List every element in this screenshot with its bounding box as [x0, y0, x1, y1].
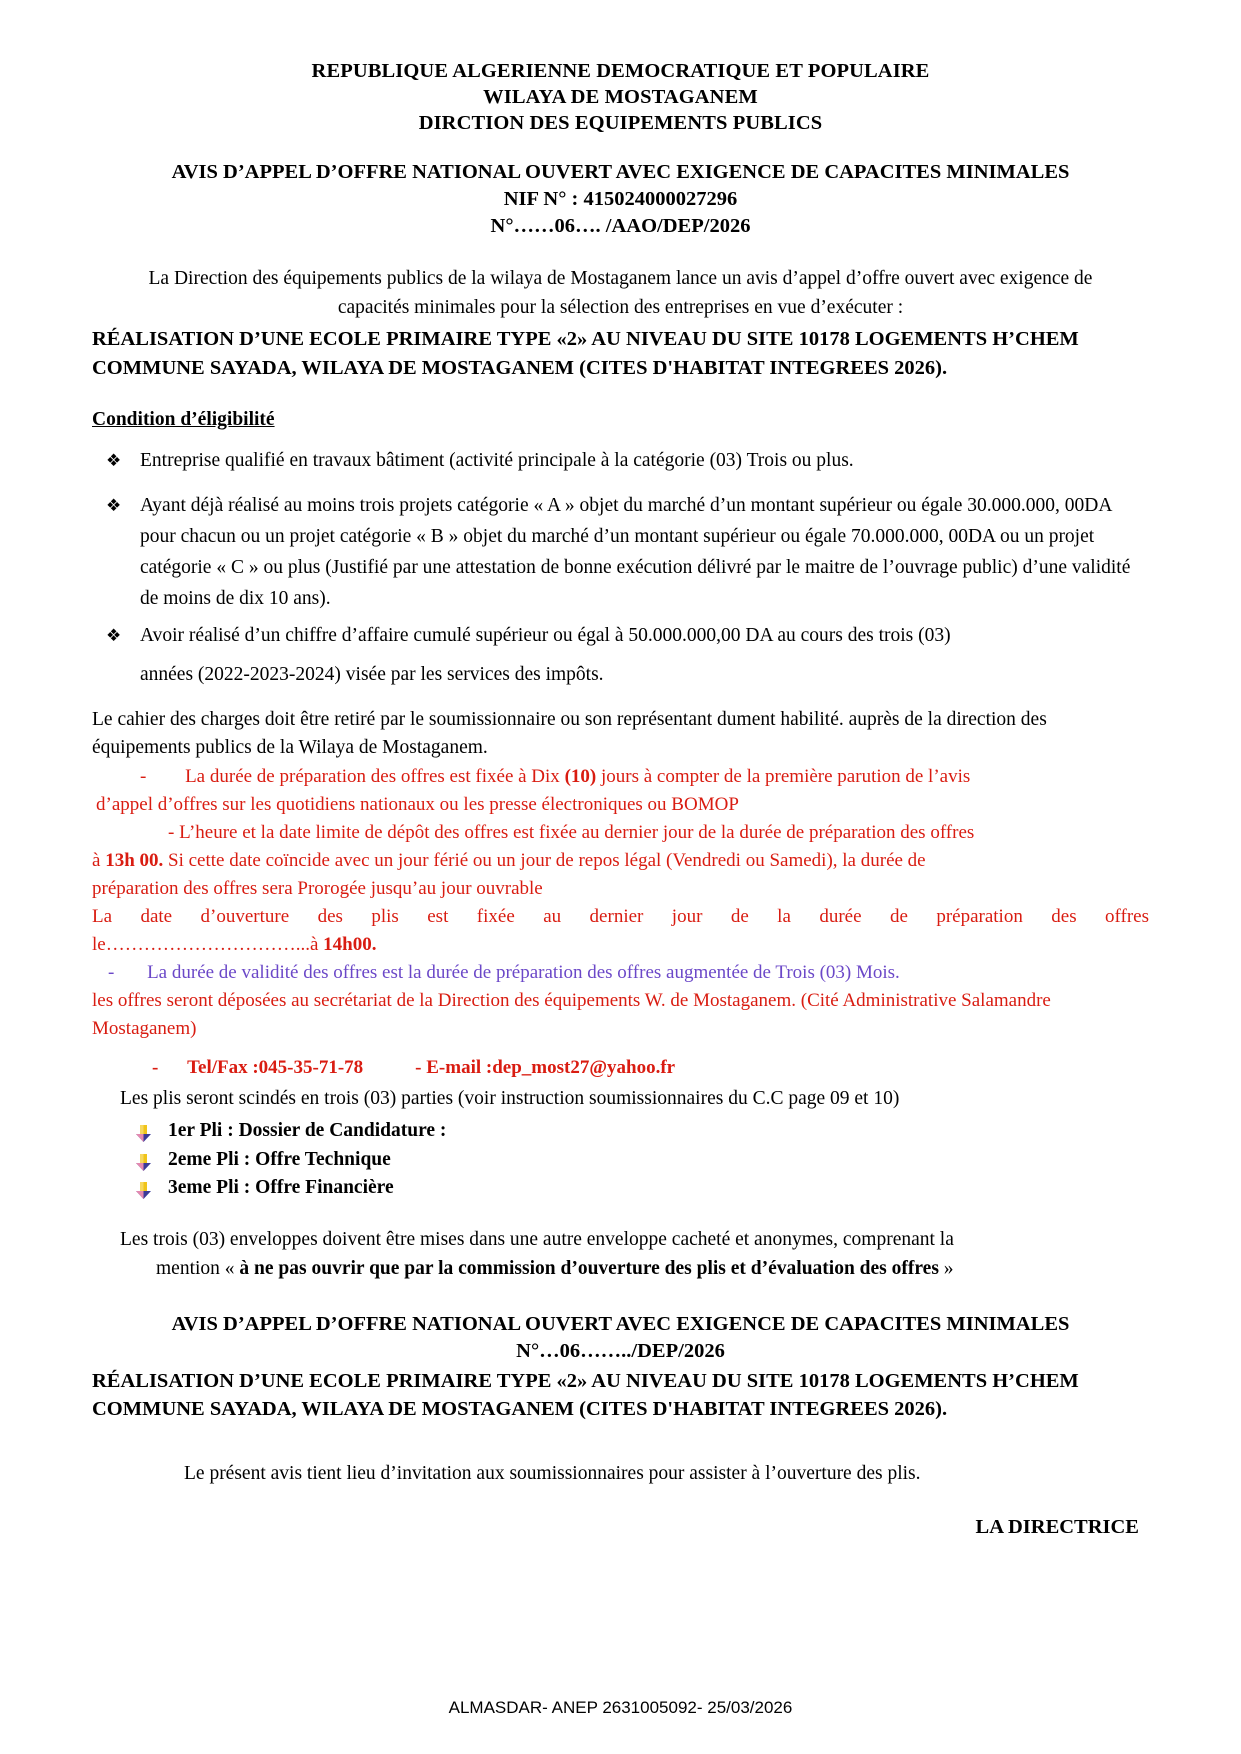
deadline-text-b: Si cette date coïncide avec un jour férié ou un jour de repos légal (Vendredi ou Samedi), la durée de	[163, 850, 926, 871]
nif-number: NIF N° : 415024000027296	[503, 188, 738, 210]
envelope-mention-bold: à ne pas ouvrir que par la commission d’ouverture des plis et d’évaluation des offres	[239, 1257, 939, 1279]
envelope-mention-post: »	[938, 1257, 954, 1279]
notice-reference: N°……06…. /AAO/DEP/2026	[490, 215, 751, 237]
eligibility-heading	[92, 409, 1149, 431]
deadline-hour-line: - L’heure et la date limite de dépôt des offres est fixée au dernier jour de la durée de préparation des offres	[168, 822, 975, 843]
list-item	[92, 1117, 1149, 1146]
preparation-text-b: jours à compter de la première parution de l’avis	[596, 766, 971, 787]
page-footer: ALMASDAR- ANEP 2631005092- 25/03/2026	[448, 1698, 793, 1717]
signature-label: LA DIRECTRICE	[975, 1515, 1139, 1538]
deadline-time-line	[92, 847, 1149, 875]
notice-title-repeat: AVIS D’APPEL D’OFFRE NATIONAL OUVERT AVEC EXIGENCE DE CAPACITES MINIMALES	[171, 1312, 1070, 1335]
preparation-publication-line: d’appel d’offres sur les quotidiens nationaux ou les presse électroniques ou BOMOP	[96, 794, 739, 815]
preparation-period-line	[92, 763, 1149, 791]
deadline-postpone-line: préparation des offres sera Prorogée jusqu’au jour ouvrable	[92, 878, 543, 899]
eligibility-list	[92, 445, 1149, 690]
opening-time: 14h00.	[323, 934, 377, 955]
email-dash: -	[415, 1057, 422, 1078]
diamond-bullet-icon: ❖	[106, 626, 122, 645]
deadline-notice-block	[92, 763, 1149, 1083]
eligibility-item-text: Avoir réalisé d’un chiffre d’affaire cumulé supérieur ou égal à 50.000.000,00 DA au cours des trois (03)	[140, 625, 951, 646]
list-item	[92, 490, 1149, 614]
intro-paragraph	[92, 264, 1149, 322]
closing-paragraph: Le présent avis tient lieu d’invitation aux soumissionnaires pour assister à l’ouverture des plis.	[184, 1462, 921, 1484]
envelope-paragraph	[92, 1225, 1149, 1283]
plis-item-text: 2eme Pli : Offre Technique	[168, 1148, 391, 1170]
preparation-days: (10)	[564, 766, 597, 787]
list-item	[92, 620, 1149, 651]
validity-text: La durée de validité des offres est la durée de préparation des offres augmentée de Trois (03) Mois.	[147, 962, 900, 983]
project-title: RÉALISATION D’UNE ECOLE PRIMAIRE TYPE «2» AU NIVEAU DU SITE 10178 LOGEMENTS H’CHEM COMMUNE SAYADA, WILAYA DE MOSTAGANEM (CITES D'HABITAT INTEGREES 2026).	[92, 328, 1079, 379]
dash-marker: -	[152, 1057, 159, 1078]
diamond-bullet-icon: ❖	[106, 496, 122, 515]
envelope-line-2	[120, 1254, 1149, 1283]
down-arrow-icon	[136, 1152, 151, 1169]
cahier-paragraph: Le cahier des charges doit être retiré par le soumissionnaire ou son représentant dument habilité. auprès de la direction des équipements publics de la Wilaya de Mostaganem.	[92, 709, 1047, 758]
opening-date-line: La date d’ouverture des plis est fixée au dernier jour de la durée de préparation des offres	[92, 906, 1149, 927]
eligibility-item-text: années (2022-2023-2024) visée par les services des impôts.	[140, 664, 604, 685]
deposit-location-line: les offres seront déposées au secrétariat de la Direction des équipements W. de Mostaganem. (Cité Administrative Salamandre Mostaganem)	[92, 990, 1051, 1039]
preparation-text-a: La durée de préparation des offres est fixée à Dix	[185, 766, 565, 787]
list-item	[92, 659, 1149, 690]
contact-line	[92, 1053, 1149, 1083]
down-arrow-icon	[136, 1180, 151, 1197]
deadline-time: 13h 00.	[105, 850, 164, 871]
header-line-republic: REPUBLIQUE ALGERIENNE DEMOCRATIQUE ET POPULAIRE	[311, 60, 930, 82]
list-item	[92, 1174, 1149, 1203]
deadline-prefix: à	[92, 850, 106, 871]
telfax-value: Tel/Fax :045-35-71-78	[187, 1057, 364, 1078]
intro-line-1: La Direction des équipements publics de la wilaya de Mostaganem lance un avis d’appel d’offre ouvert avec	[148, 268, 996, 289]
down-arrow-icon	[136, 1123, 151, 1140]
validity-line	[92, 959, 1149, 987]
plis-item-text: 1er Pli : Dossier de Candidature :	[168, 1120, 447, 1141]
project-title-repeat: RÉALISATION D’UNE ECOLE PRIMAIRE TYPE «2» AU NIVEAU DU SITE 10178 LOGEMENTS H’CHEM COMMUNE SAYADA, WILAYA DE MOSTAGANEM (CITES D'HABITAT INTEGREES 2026).	[92, 1369, 1079, 1420]
diamond-bullet-icon: ❖	[106, 451, 122, 470]
header-line-wilaya: WILAYA DE MOSTAGANEM	[483, 86, 758, 108]
document-header	[92, 58, 1149, 136]
email-value[interactable]: E-mail :dep_most27@yahoo.fr	[426, 1057, 676, 1078]
list-item	[92, 1146, 1149, 1175]
notice-reference-repeat: N°…06……../DEP/2026	[516, 1339, 725, 1362]
list-item	[92, 445, 1149, 476]
plis-intro: Les plis seront scindés en trois (03) parties (voir instruction soumissionnaires du C.C page 09 et 10)	[120, 1088, 900, 1109]
plis-list	[92, 1117, 1149, 1203]
envelope-mention-pre: mention «	[156, 1257, 240, 1279]
dash-marker: -	[108, 962, 115, 983]
eligibility-item-text: Entreprise qualifié en travaux bâtiment (activité principale à la catégorie (03) Trois ou plus.	[140, 450, 854, 471]
eligibility-heading-label: Condition d’éligibilité	[92, 409, 275, 430]
intro-line-2: exigence de capacités minimales pour la sélection des entreprises en vue d’exécuter :	[337, 268, 1093, 318]
notice-title: AVIS D’APPEL D’OFFRE NATIONAL OUVERT AVEC EXIGENCE DE CAPACITES MINIMALES	[171, 161, 1070, 183]
eligibility-item-text: Ayant déjà réalisé au moins trois projets catégorie « A » objet du marché d’un montant supérieur ou égale 30.000.000, 00DA pour chacun ou un projet catégorie « B » objet du marché d’un montant supérieur ou égale 70.000.000, 00DA ou un projet catégorie « C » ou plus (Justifié par une attestation de bonne exécution délivré par le maitre de l’ouvrage public) d’une validité de moins de dix 10 ans).	[140, 495, 1131, 609]
dash-marker: -	[140, 766, 147, 787]
header-line-direction: DIRCTION DES EQUIPEMENTS PUBLICS	[418, 112, 823, 134]
opening-time-line	[92, 931, 1149, 959]
plis-item-text: 3eme Pli : Offre Financière	[168, 1177, 394, 1198]
opening-dots: le…………………………...à	[92, 934, 324, 955]
envelope-line-1: Les trois (03) enveloppes doivent être mises dans une autre enveloppe cacheté et anonymes, comprenant la	[120, 1228, 954, 1250]
